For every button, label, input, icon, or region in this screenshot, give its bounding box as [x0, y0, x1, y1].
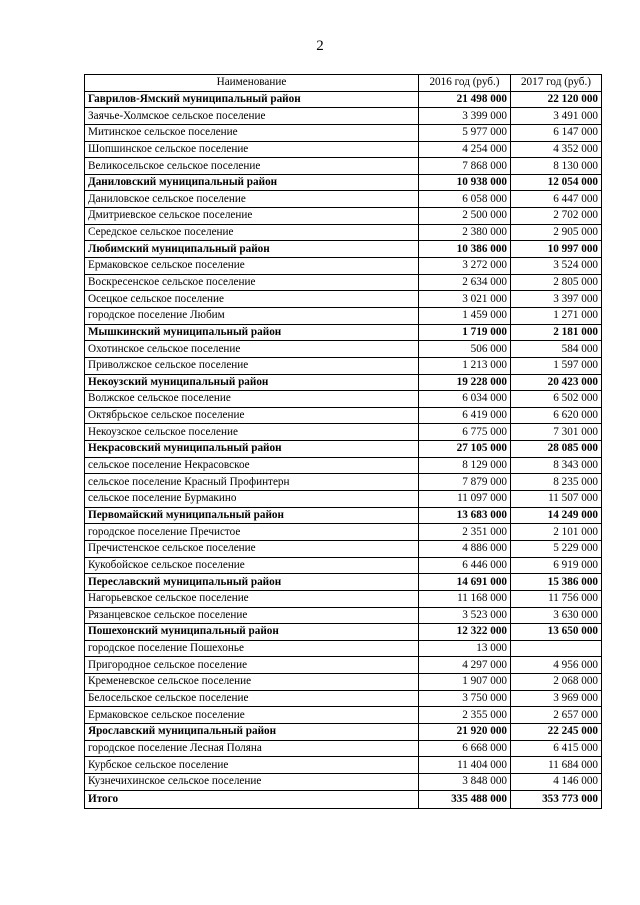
settlement-row	[85, 424, 602, 441]
district-row	[85, 374, 602, 391]
row-name-cell: Ермаковское сельское поселение	[85, 258, 419, 275]
header-name: Наименование	[85, 75, 419, 92]
row-2017-cell: 2 657 000	[511, 707, 602, 724]
row-name-cell: Митинское сельское поселение	[85, 124, 419, 141]
row-name-cell: Первомайский муниципальный район	[85, 507, 419, 524]
row-name-cell: Курбское сельское поселение	[85, 757, 419, 774]
settlement-row	[85, 474, 602, 491]
district-row	[85, 91, 602, 108]
row-name-cell: Осецкое сельское поселение	[85, 291, 419, 308]
row-name-cell: Переславский муниципальный район	[85, 574, 419, 591]
row-2016-cell: 10 938 000	[419, 174, 511, 191]
row-name-cell: Мышкинский муниципальный район	[85, 324, 419, 341]
row-2017-cell: 22 120 000	[511, 91, 602, 108]
row-2016-cell: 12 322 000	[419, 624, 511, 641]
row-2016-cell: 3 523 000	[419, 607, 511, 624]
settlement-row	[85, 158, 602, 175]
row-name-cell: Охотинское сельское поселение	[85, 341, 419, 358]
settlement-row	[85, 224, 602, 241]
settlement-row	[85, 307, 602, 324]
total-label: Итого	[85, 790, 419, 808]
row-2017-cell: 4 956 000	[511, 657, 602, 674]
row-2016-cell: 21 498 000	[419, 91, 511, 108]
header-2017: 2017 год (руб.)	[511, 75, 602, 92]
row-2017-cell: 584 000	[511, 341, 602, 358]
row-2017-cell: 6 147 000	[511, 124, 602, 141]
row-2016-cell: 1 213 000	[419, 357, 511, 374]
row-2016-cell: 27 105 000	[419, 441, 511, 458]
row-2017-cell: 8 235 000	[511, 474, 602, 491]
settlement-row	[85, 540, 602, 557]
row-2016-cell: 6 034 000	[419, 391, 511, 408]
row-2017-cell: 2 702 000	[511, 208, 602, 225]
total-2016: 335 488 000	[419, 790, 511, 808]
row-2016-cell: 4 297 000	[419, 657, 511, 674]
row-2016-cell: 7 879 000	[419, 474, 511, 491]
row-2017-cell: 3 630 000	[511, 607, 602, 624]
row-2016-cell: 10 386 000	[419, 241, 511, 258]
row-2017-cell: 28 085 000	[511, 441, 602, 458]
district-row	[85, 624, 602, 641]
row-name-cell: городское поселение Пошехонье	[85, 640, 419, 657]
settlement-row	[85, 640, 602, 657]
row-2016-cell: 14 691 000	[419, 574, 511, 591]
row-2017-cell: 3 491 000	[511, 108, 602, 125]
row-2016-cell: 6 419 000	[419, 407, 511, 424]
settlement-row	[85, 657, 602, 674]
row-2016-cell: 3 272 000	[419, 258, 511, 275]
row-2017-cell: 12 054 000	[511, 174, 602, 191]
row-2017-cell	[511, 640, 602, 657]
settlement-row	[85, 757, 602, 774]
row-name-cell: Воскресенское сельское поселение	[85, 274, 419, 291]
row-2017-cell: 6 415 000	[511, 740, 602, 757]
row-2016-cell: 11 097 000	[419, 491, 511, 508]
row-2016-cell: 2 500 000	[419, 208, 511, 225]
row-2016-cell: 3 750 000	[419, 690, 511, 707]
row-2016-cell: 3 399 000	[419, 108, 511, 125]
row-name-cell: Заячье-Холмское сельское поселение	[85, 108, 419, 125]
row-2017-cell: 2 068 000	[511, 674, 602, 691]
settlement-row	[85, 124, 602, 141]
total-2017: 353 773 000	[511, 790, 602, 808]
row-2017-cell: 10 997 000	[511, 241, 602, 258]
row-2017-cell: 7 301 000	[511, 424, 602, 441]
row-name-cell: Дмитриевское сельское поселение	[85, 208, 419, 225]
row-2016-cell: 6 058 000	[419, 191, 511, 208]
row-name-cell: Кузнечихинское сельское поселение	[85, 773, 419, 790]
row-2017-cell: 8 343 000	[511, 457, 602, 474]
row-2016-cell: 1 907 000	[419, 674, 511, 691]
row-name-cell: Пошехонский муниципальный район	[85, 624, 419, 641]
row-name-cell: Октябрьское сельское поселение	[85, 407, 419, 424]
row-name-cell: Приволжское сельское поселение	[85, 357, 419, 374]
row-name-cell: сельское поселение Красный Профинтерн	[85, 474, 419, 491]
page-number: 2	[316, 38, 324, 54]
row-2017-cell: 11 684 000	[511, 757, 602, 774]
settlement-row	[85, 707, 602, 724]
row-2017-cell: 14 249 000	[511, 507, 602, 524]
district-row	[85, 241, 602, 258]
row-2017-cell: 3 524 000	[511, 258, 602, 275]
row-2017-cell: 4 352 000	[511, 141, 602, 158]
row-2017-cell: 4 146 000	[511, 773, 602, 790]
row-2016-cell: 2 355 000	[419, 707, 511, 724]
row-name-cell: Волжское сельское поселение	[85, 391, 419, 408]
row-2016-cell: 4 886 000	[419, 540, 511, 557]
row-2016-cell: 1 719 000	[419, 324, 511, 341]
settlement-row	[85, 590, 602, 607]
settlement-row	[85, 108, 602, 125]
row-2016-cell: 3 848 000	[419, 773, 511, 790]
row-2016-cell: 6 775 000	[419, 424, 511, 441]
row-2017-cell: 6 502 000	[511, 391, 602, 408]
row-name-cell: Любимский муниципальный район	[85, 241, 419, 258]
row-2016-cell: 11 168 000	[419, 590, 511, 607]
settlement-row	[85, 740, 602, 757]
settlement-row	[85, 491, 602, 508]
row-2016-cell: 506 000	[419, 341, 511, 358]
row-2016-cell: 2 380 000	[419, 224, 511, 241]
row-2017-cell: 15 386 000	[511, 574, 602, 591]
row-2016-cell: 6 446 000	[419, 557, 511, 574]
row-name-cell: Белосельское сельское поселение	[85, 690, 419, 707]
district-row	[85, 574, 602, 591]
row-name-cell: сельское поселение Бурмакино	[85, 491, 419, 508]
row-2016-cell: 7 868 000	[419, 158, 511, 175]
row-name-cell: сельское поселение Некрасовское	[85, 457, 419, 474]
row-name-cell: Нагорьевское сельское поселение	[85, 590, 419, 607]
settlement-row	[85, 208, 602, 225]
row-name-cell: Кременевское сельское поселение	[85, 674, 419, 691]
row-2016-cell: 6 668 000	[419, 740, 511, 757]
row-name-cell: Некоузское сельское поселение	[85, 424, 419, 441]
settlement-row	[85, 258, 602, 275]
settlement-row	[85, 607, 602, 624]
row-2017-cell: 2 805 000	[511, 274, 602, 291]
header-2016: 2016 год (руб.)	[419, 75, 511, 92]
settlement-row	[85, 291, 602, 308]
table-header-row	[85, 75, 602, 92]
row-2017-cell: 22 245 000	[511, 723, 602, 740]
row-2017-cell: 6 919 000	[511, 557, 602, 574]
row-2016-cell: 5 977 000	[419, 124, 511, 141]
row-2017-cell: 3 397 000	[511, 291, 602, 308]
row-2017-cell: 11 756 000	[511, 590, 602, 607]
row-name-cell: Некрасовский муниципальный район	[85, 441, 419, 458]
row-name-cell: Некоузский муниципальный район	[85, 374, 419, 391]
row-name-cell: Ермаковское сельское поселение	[85, 707, 419, 724]
district-row	[85, 324, 602, 341]
row-2016-cell: 1 459 000	[419, 307, 511, 324]
row-name-cell: Даниловский муниципальный район	[85, 174, 419, 191]
row-2017-cell: 13 650 000	[511, 624, 602, 641]
row-2017-cell: 6 447 000	[511, 191, 602, 208]
total-row	[85, 790, 602, 808]
row-2016-cell: 2 634 000	[419, 274, 511, 291]
row-2016-cell: 8 129 000	[419, 457, 511, 474]
row-2016-cell: 11 404 000	[419, 757, 511, 774]
settlement-row	[85, 457, 602, 474]
district-row	[85, 174, 602, 191]
row-name-cell: Рязанцевское сельское поселение	[85, 607, 419, 624]
row-2017-cell: 11 507 000	[511, 491, 602, 508]
row-name-cell: Даниловское сельское поселение	[85, 191, 419, 208]
row-2017-cell: 3 969 000	[511, 690, 602, 707]
row-name-cell: Пригородное сельское поселение	[85, 657, 419, 674]
settlement-row	[85, 274, 602, 291]
row-name-cell: Гаврилов-Ямский муниципальный район	[85, 91, 419, 108]
row-2017-cell: 5 229 000	[511, 540, 602, 557]
row-name-cell: Великосельское сельское поселение	[85, 158, 419, 175]
settlement-row	[85, 557, 602, 574]
row-2016-cell: 21 920 000	[419, 723, 511, 740]
district-row	[85, 723, 602, 740]
row-name-cell: городское поселение Лесная Поляна	[85, 740, 419, 757]
row-2017-cell: 2 905 000	[511, 224, 602, 241]
row-2016-cell: 4 254 000	[419, 141, 511, 158]
row-name-cell: Пречистенское сельское поселение	[85, 540, 419, 557]
row-2017-cell: 1 597 000	[511, 357, 602, 374]
row-2017-cell: 6 620 000	[511, 407, 602, 424]
row-name-cell: Шопшинское сельское поселение	[85, 141, 419, 158]
row-name-cell: Кукобойское сельское поселение	[85, 557, 419, 574]
budget-table	[84, 74, 602, 809]
settlement-row	[85, 773, 602, 790]
settlement-row	[85, 674, 602, 691]
district-row	[85, 441, 602, 458]
row-2016-cell: 19 228 000	[419, 374, 511, 391]
row-2017-cell: 20 423 000	[511, 374, 602, 391]
row-2016-cell: 3 021 000	[419, 291, 511, 308]
row-2017-cell: 8 130 000	[511, 158, 602, 175]
settlement-row	[85, 524, 602, 541]
row-name-cell: Середское сельское поселение	[85, 224, 419, 241]
row-name-cell: городское поселение Любим	[85, 307, 419, 324]
district-row	[85, 507, 602, 524]
row-2016-cell: 13 683 000	[419, 507, 511, 524]
settlement-row	[85, 690, 602, 707]
row-2016-cell: 13 000	[419, 640, 511, 657]
row-2017-cell: 2 101 000	[511, 524, 602, 541]
row-name-cell: Ярославский муниципальный район	[85, 723, 419, 740]
settlement-row	[85, 391, 602, 408]
settlement-row	[85, 341, 602, 358]
row-name-cell: городское поселение Пречистое	[85, 524, 419, 541]
settlement-row	[85, 191, 602, 208]
settlement-row	[85, 407, 602, 424]
row-2017-cell: 2 181 000	[511, 324, 602, 341]
row-2016-cell: 2 351 000	[419, 524, 511, 541]
row-2017-cell: 1 271 000	[511, 307, 602, 324]
table-body	[85, 91, 602, 790]
settlement-row	[85, 357, 602, 374]
settlement-row	[85, 141, 602, 158]
